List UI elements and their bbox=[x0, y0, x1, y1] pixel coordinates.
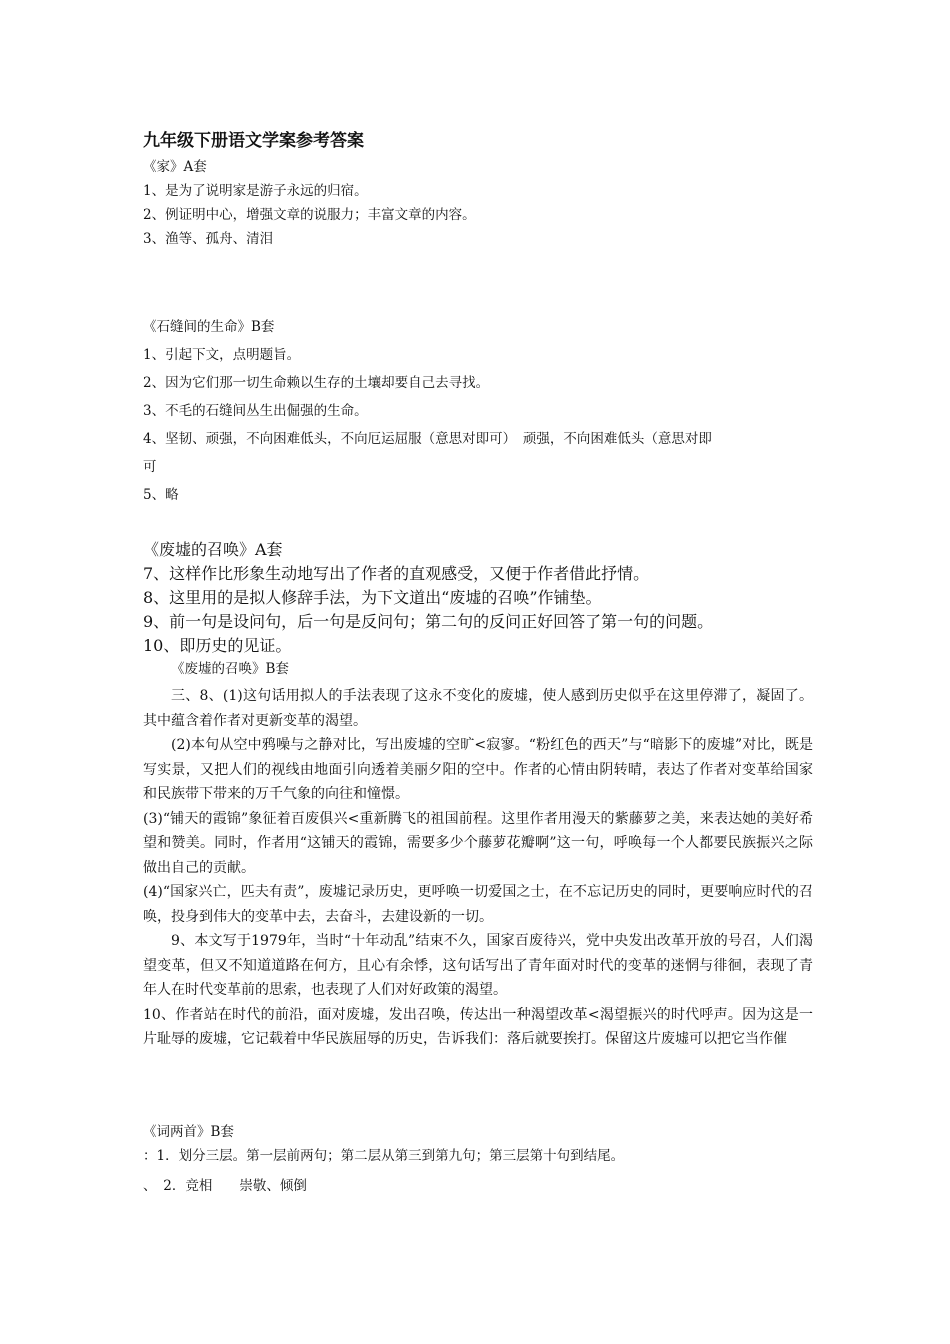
answer-line: 1、引起下文，点明题旨。 bbox=[143, 347, 301, 363]
answer-line: 3、渔等、孤舟、清泪 bbox=[143, 231, 274, 247]
answer-line: 可 bbox=[143, 459, 157, 475]
answer-line: 1、是为了说明家是游子永远的归宿。 bbox=[143, 183, 368, 199]
answer-line: 2、例证明中心，增强文章的说服力；丰富文章的内容。 bbox=[143, 207, 476, 223]
answer-line: 3、不毛的石缝间丛生出倔强的生命。 bbox=[143, 403, 368, 419]
answer-line: 、 2．竞相 崇敬、倾倒 bbox=[143, 1178, 307, 1194]
answer-line: 8、这里用的是拟人修辞手法，为下文道出“废墟的召唤”作铺垫。 bbox=[143, 588, 602, 607]
section-feixu-b bbox=[143, 657, 813, 681]
section-feixu-a bbox=[143, 538, 813, 658]
answer-paragraph: 三、8、(1)这句话用拟人的手法表现了这永不变化的废墟，使人感到历史似乎在这里停滞了，凝固了。其中蕴含着作者对更新变革的渴望。 bbox=[143, 688, 813, 729]
answer-line: 7、这样作比形象生动地写出了作者的直观感受，又便于作者借此抒情。 bbox=[143, 564, 650, 583]
answer-paragraph: 10、作者站在时代的前沿，面对废墟，发出召唤，传达出一种渴望改革<渴望振兴的时代呼声。因为这是一片耻辱的废墟，它记载着中华民族屈辱的历史，告诉我们：落后就要挨打。保留这片废墟可以把它当作催 bbox=[143, 1006, 813, 1047]
answer-paragraph: (2)本句从空中鸦噪与之静对比，写出废墟的空旷<寂寥。“粉红色的西天”与“暗影下的废墟”对比，既是写实景，又把人们的视线由地面引向透着美丽夕阳的空中。作者的心情由阴转晴，表达了作者对变革给国家和民族带下带来的万千气象的向往和憧憬。 bbox=[143, 737, 813, 802]
section-heading: 《词两首》B套 bbox=[143, 1124, 234, 1140]
answer-paragraph: 9、本文写于1979年，当时“十年动乱”结束不久，国家百废待兴，党中央发出改革开放的号召，人们渴望变革，但又不知道道路在何方，且心有余悸，这句话写出了青年面对时代的变革的迷惘与徘徊，表现了青年人在时代变革前的思索，也表现了人们对好政策的渴望。 bbox=[143, 933, 813, 998]
answer-line: 10、即历史的见证。 bbox=[143, 636, 292, 655]
section-feixu-b-body bbox=[143, 684, 813, 1052]
section-shifeng bbox=[143, 313, 813, 509]
section-heading: 《家》A套 bbox=[143, 159, 207, 175]
answer-line: ：1．划分三层。第一层前两句；第二层从第三到第九句；第三层第十句到结尾。 bbox=[143, 1148, 625, 1164]
section-ci bbox=[143, 1120, 813, 1198]
section-heading: 《石缝间的生命》B套 bbox=[143, 319, 275, 335]
section-jia bbox=[143, 155, 813, 251]
answer-line: 5、略 bbox=[143, 487, 179, 503]
answer-line: 2、因为它们那一切生命赖以生存的土壤却要自己去寻找。 bbox=[143, 375, 490, 391]
answer-paragraph: (4)“国家兴亡，匹夫有责”，废墟记录历史，更呼唤一切爱国之士，在不忘记历史的同时，更要响应时代的召唤，投身到伟大的变革中去，去奋斗，去建设新的一切。 bbox=[143, 884, 813, 925]
section-heading: 《废墟的召唤》A套 bbox=[143, 540, 283, 559]
answer-line: 9、前一句是设问句，后一句是反问句；第二句的反问正好回答了第一句的问题。 bbox=[143, 612, 714, 631]
answer-line: 4、坚韧、顽强，不向困难低头，不向厄运屈服（意思对即可） 顽强，不向困难低头（意思对即 bbox=[143, 431, 712, 447]
document-title: 九年级下册语文学案参考答案 bbox=[143, 131, 364, 151]
answer-paragraph: (3)“铺天的霞锦”象征着百废俱兴<重新腾飞的祖国前程。这里作者用漫天的紫藤萝之美，来表达她的美好希望和赞美。同时，作者用“这铺天的霞锦，需要多少个藤萝花瓣啊”这一句，呼唤每一个人都要民族振兴之际做出自己的贡献。 bbox=[143, 810, 813, 876]
section-heading: 《废墟的召唤》B套 bbox=[171, 661, 289, 677]
